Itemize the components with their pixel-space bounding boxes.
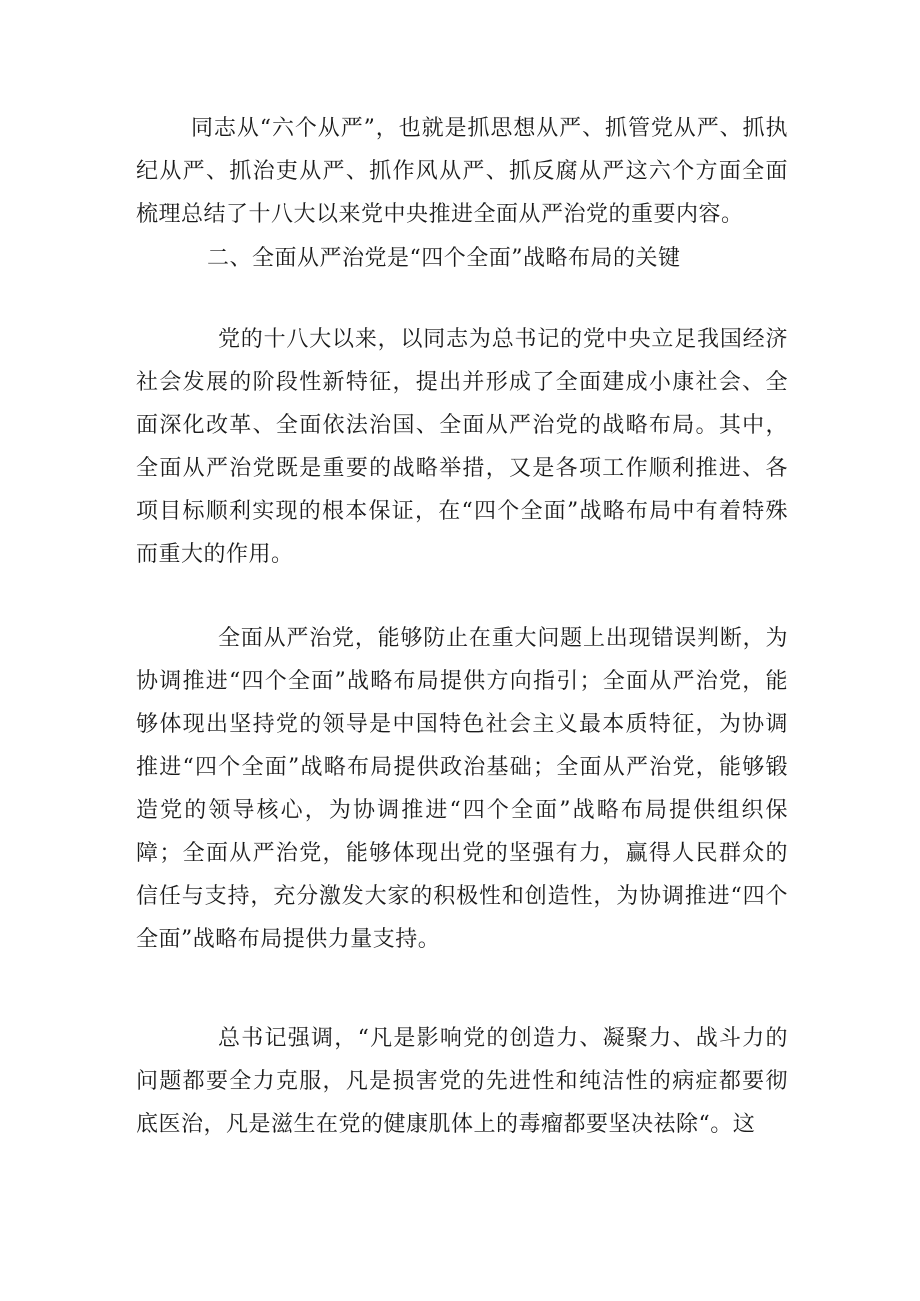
- paragraph-general-secretary-quote: 总书记强调，“凡是影响党的创造力、凝聚力、战斗力的问题都要全力克服，凡是损害党的先进性和纯洁性的病症都要彻底医治，凡是滋生在党的健康肌体上的毒瘤都要坚决祛除“。这: [136, 1026, 788, 1137]
- section-heading: 二、全面从严治党是“四个全面”战略布局的关键: [207, 246, 681, 271]
- paragraph-six-strict: 同志从“六个从严”，也就是抓思想从严、抓管党从严、抓执纪从严、抓治吏从严、抓作风从严、抓反腐从严这六个方面全面梳理总结了十八大以来党中央推进全面从严治党的重要内容。: [136, 116, 788, 227]
- paragraph-four-comprehensives: 党的十八大以来，以同志为总书记的党中央立足我国经济社会发展的阶段性新特征，提出并形成了全面建成小康社会、全面深化改革、全面依法治国、全面从严治党的战略布局。其中，全面从严治党既是重要的战略举措，又是各项工作顺利推进、各项目标顺利实现的根本保证，在“四个全面”战略布局中有着特殊而重大的作用。: [136, 327, 788, 567]
- paragraph-strict-governance-roles: 全面从严治党，能够防止在重大问题上出现错误判断，为协调推进“四个全面”战略布局提供方向指引；全面从严治党，能够体现出坚持党的领导是中国特色社会主义最本质特征，为协调推进“四个全面”战略布局提供政治基础；全面从严治党，能够锻造党的领导核心，为协调推进“四个全面”战略布局提供组织保障；全面从严治党，能够体现出党的坚强有力，赢得人民群众的信任与支持，充分激发大家的积极性和创造性，为协调推进“四个全面”战略布局提供力量支持。: [136, 626, 788, 952]
